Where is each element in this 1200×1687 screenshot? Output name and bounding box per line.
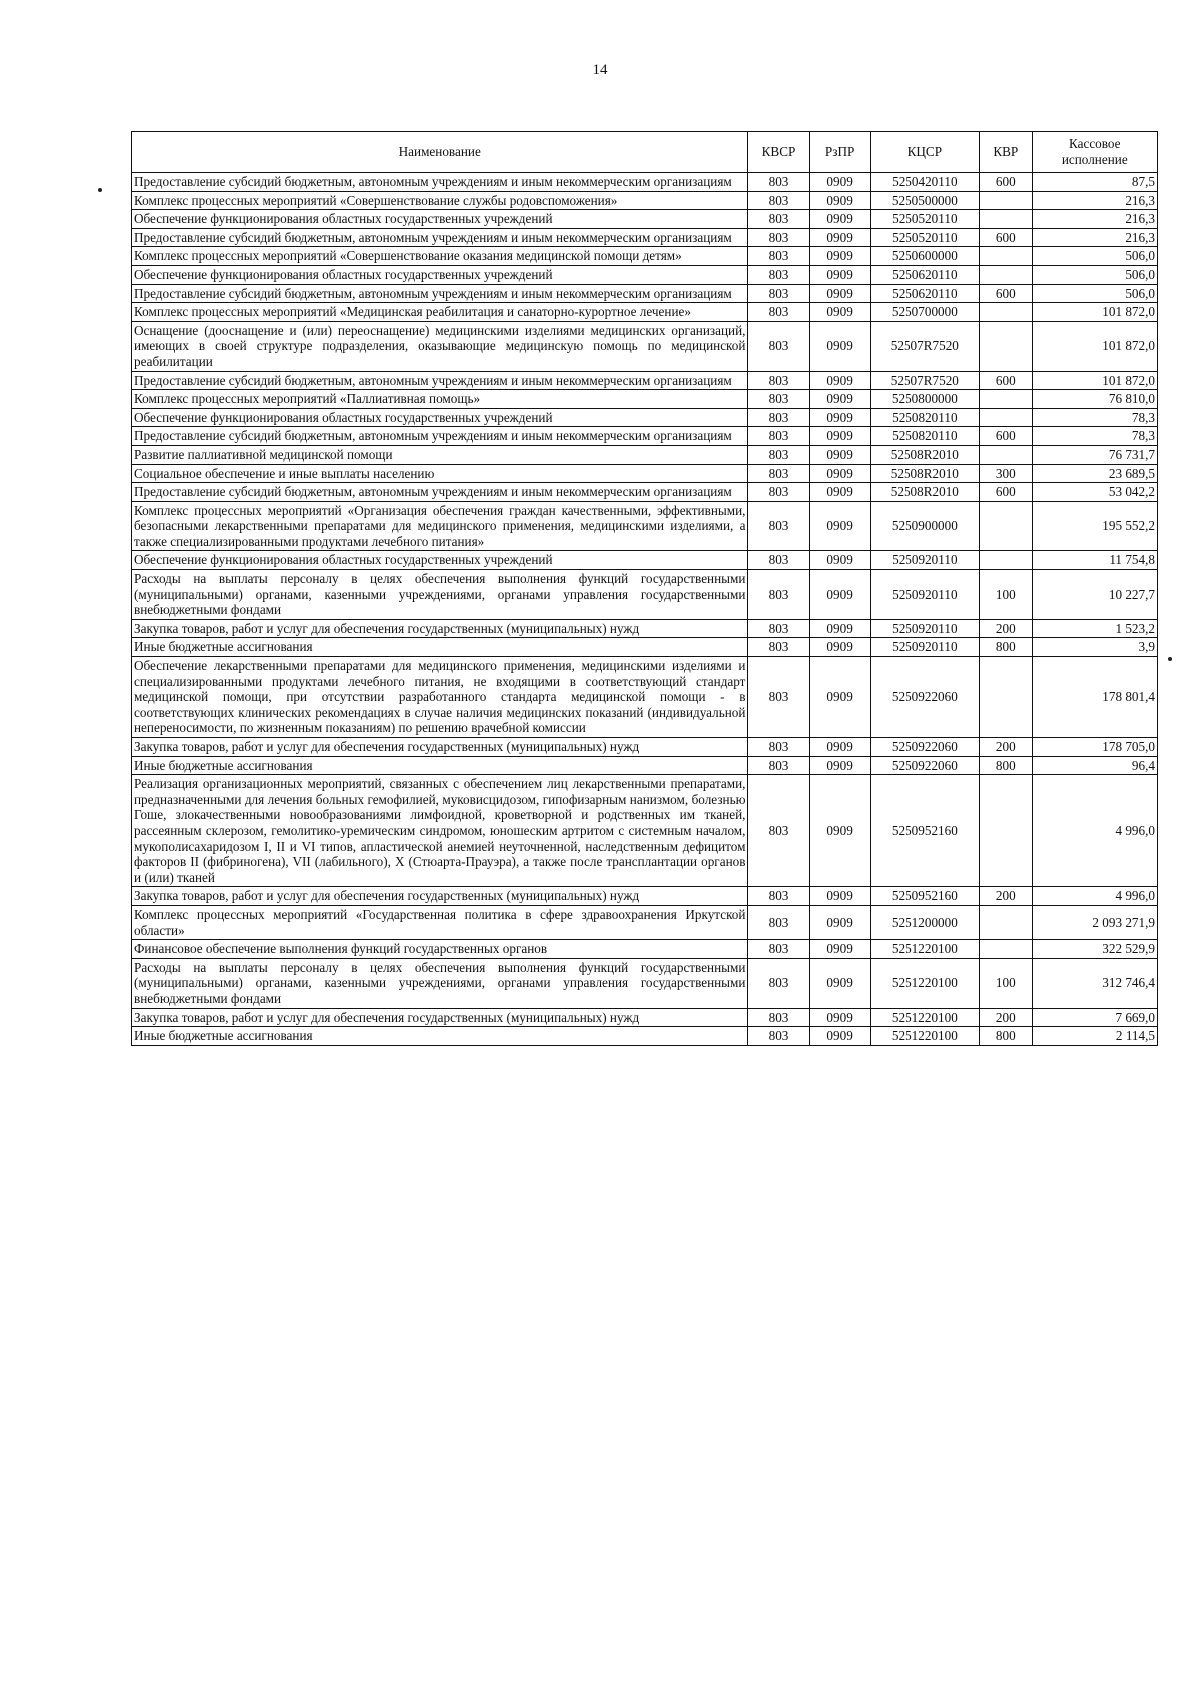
table-row [132, 738, 1158, 757]
cell-name: Финансовое обеспечение выполнения функций государственных органов [132, 940, 748, 959]
cell-kvsr: 803 [748, 619, 809, 638]
cell-amount: 506,0 [1032, 247, 1157, 266]
cell-kvr: 600 [980, 427, 1033, 446]
col-header-kvsr: КВСР [748, 132, 809, 173]
cell-rzpr: 0909 [809, 321, 870, 371]
cell-kvr: 600 [980, 483, 1033, 502]
cell-kcsr: 5250520110 [870, 210, 979, 229]
cell-rzpr: 0909 [809, 1027, 870, 1046]
cell-kvsr: 803 [748, 247, 809, 266]
cell-kcsr: 5250952160 [870, 887, 979, 906]
cell-amount: 216,3 [1032, 228, 1157, 247]
cell-amount: 23 689,5 [1032, 464, 1157, 483]
cell-kvsr: 803 [748, 321, 809, 371]
cell-kvsr: 803 [748, 887, 809, 906]
margin-dot-right [1168, 657, 1172, 661]
cell-kcsr: 5250820110 [870, 408, 979, 427]
cell-kvr: 300 [980, 464, 1033, 483]
cell-kcsr: 5250952160 [870, 775, 979, 887]
cell-kvsr: 803 [748, 483, 809, 502]
cell-amount: 322 529,9 [1032, 940, 1157, 959]
cell-rzpr: 0909 [809, 958, 870, 1008]
col-header-kvr: КВР [980, 132, 1033, 173]
cell-kvsr: 803 [748, 940, 809, 959]
cell-rzpr: 0909 [809, 427, 870, 446]
cell-name: Расходы на выплаты персоналу в целях обеспечения выполнения функций государственными (муниципальными) органами, казенными учреждениями, органами управления государственными внебюджетными фондами [132, 570, 748, 620]
table-row [132, 247, 1158, 266]
cell-name: Комплекс процессных мероприятий «Государственная политика в сфере здравоохранения Иркутской области» [132, 905, 748, 939]
cell-name: Иные бюджетные ассигнования [132, 638, 748, 657]
table-row [132, 445, 1158, 464]
cell-amount: 76 810,0 [1032, 390, 1157, 409]
table-row [132, 191, 1158, 210]
cell-kvr: 200 [980, 738, 1033, 757]
cell-amount: 78,3 [1032, 408, 1157, 427]
cell-name: Обеспечение функционирования областных государственных учреждений [132, 265, 748, 284]
cell-amount: 101 872,0 [1032, 321, 1157, 371]
cell-kvsr: 803 [748, 371, 809, 390]
table-row [132, 775, 1158, 887]
cell-amount: 1 523,2 [1032, 619, 1157, 638]
table-row [132, 619, 1158, 638]
cell-rzpr: 0909 [809, 228, 870, 247]
cell-kcsr: 5251220100 [870, 958, 979, 1008]
cell-name: Предоставление субсидий бюджетным, автономным учреждениям и иным некоммерческим организациям [132, 284, 748, 303]
cell-rzpr: 0909 [809, 619, 870, 638]
cell-kcsr: 52508R2010 [870, 445, 979, 464]
cell-rzpr: 0909 [809, 738, 870, 757]
cell-kvsr: 803 [748, 958, 809, 1008]
cell-kcsr: 5250600000 [870, 247, 979, 266]
cell-kvr [980, 905, 1033, 939]
cell-kcsr: 5250922060 [870, 756, 979, 775]
cell-kvsr: 803 [748, 1008, 809, 1027]
table-row [132, 887, 1158, 906]
cell-amount: 178 801,4 [1032, 657, 1157, 738]
cell-kvsr: 803 [748, 1027, 809, 1046]
cell-kvr: 600 [980, 228, 1033, 247]
cell-rzpr: 0909 [809, 638, 870, 657]
cell-kvr: 200 [980, 1008, 1033, 1027]
cell-kcsr: 5250920110 [870, 551, 979, 570]
cell-rzpr: 0909 [809, 551, 870, 570]
cell-name: Комплекс процессных мероприятий «Совершенствование службы родовспоможения» [132, 191, 748, 210]
cell-kvsr: 803 [748, 303, 809, 322]
cell-name: Социальное обеспечение и иные выплаты населению [132, 464, 748, 483]
cell-kcsr: 5250700000 [870, 303, 979, 322]
cell-rzpr: 0909 [809, 303, 870, 322]
cell-kcsr: 5250920110 [870, 570, 979, 620]
table-row [132, 228, 1158, 247]
cell-rzpr: 0909 [809, 408, 870, 427]
cell-name: Предоставление субсидий бюджетным, автономным учреждениям и иным некоммерческим организациям [132, 228, 748, 247]
table-row [132, 321, 1158, 371]
cell-amount: 312 746,4 [1032, 958, 1157, 1008]
cell-kvsr: 803 [748, 427, 809, 446]
col-header-kcsr: КЦСР [870, 132, 979, 173]
table-body [132, 173, 1158, 1046]
table-row [132, 657, 1158, 738]
cell-rzpr: 0909 [809, 501, 870, 551]
cell-rzpr: 0909 [809, 940, 870, 959]
cell-kvr [980, 191, 1033, 210]
cell-kvr [980, 940, 1033, 959]
cell-kvr: 600 [980, 173, 1033, 192]
cell-name: Обеспечение лекарственными препаратами для медицинского применения, медицинскими изделиями и специализированными продуктами лечебного питания, не входящими в соответствующий стандарт медицинской помощи, при отсутствии разработанного стандарта медицинской помощи - в соответствующих клинических рекомендациях в случае наличия медицинских показаний (индивидуальной непереносимости, по жизненным показаниям) по решению врачебной комиссии [132, 657, 748, 738]
cell-kvr [980, 265, 1033, 284]
cell-rzpr: 0909 [809, 570, 870, 620]
cell-name: Расходы на выплаты персоналу в целях обеспечения выполнения функций государственными (муниципальными) органами, казенными учреждениями, органами управления государственными внебюджетными фондами [132, 958, 748, 1008]
cell-amount: 96,4 [1032, 756, 1157, 775]
cell-rzpr: 0909 [809, 1008, 870, 1027]
col-header-amount: Кассовое исполнение [1032, 132, 1157, 173]
cell-rzpr: 0909 [809, 390, 870, 409]
table-row [132, 501, 1158, 551]
cell-rzpr: 0909 [809, 657, 870, 738]
cell-amount: 216,3 [1032, 210, 1157, 229]
table-row [132, 940, 1158, 959]
cell-amount: 101 872,0 [1032, 371, 1157, 390]
cell-name: Закупка товаров, работ и услуг для обеспечения государственных (муниципальных) нужд [132, 738, 748, 757]
cell-amount: 2 093 271,9 [1032, 905, 1157, 939]
cell-kvsr: 803 [748, 265, 809, 284]
cell-amount: 216,3 [1032, 191, 1157, 210]
cell-kvsr: 803 [748, 638, 809, 657]
cell-kvr: 800 [980, 1027, 1033, 1046]
cell-kvr: 600 [980, 371, 1033, 390]
cell-rzpr: 0909 [809, 371, 870, 390]
cell-amount: 3,9 [1032, 638, 1157, 657]
budget-table [131, 131, 1158, 1046]
table-row [132, 371, 1158, 390]
cell-name: Обеспечение функционирования областных государственных учреждений [132, 408, 748, 427]
cell-kcsr: 5250620110 [870, 284, 979, 303]
cell-kvsr: 803 [748, 775, 809, 887]
cell-kcsr: 5250500000 [870, 191, 979, 210]
cell-name: Комплекс процессных мероприятий «Медицинская реабилитация и санаторно-курортное лечение» [132, 303, 748, 322]
cell-name: Обеспечение функционирования областных государственных учреждений [132, 210, 748, 229]
cell-kvsr: 803 [748, 173, 809, 192]
cell-kvr: 600 [980, 284, 1033, 303]
table-row [132, 1027, 1158, 1046]
cell-kvr: 800 [980, 756, 1033, 775]
table-row [132, 173, 1158, 192]
cell-kvr: 100 [980, 958, 1033, 1008]
cell-rzpr: 0909 [809, 905, 870, 939]
table-row [132, 464, 1158, 483]
page-number: 14 [592, 62, 608, 78]
col-header-name: Наименование [132, 132, 748, 173]
cell-kvsr: 803 [748, 756, 809, 775]
cell-kcsr: 5250620110 [870, 265, 979, 284]
cell-rzpr: 0909 [809, 191, 870, 210]
cell-kcsr: 52508R2010 [870, 483, 979, 502]
cell-name: Комплекс процессных мероприятий «Организация обеспечения граждан качественными, эффективными, безопасными лекарственными препаратами для медицинского применения, медицинскими изделиями, а также специализированными продуктами лечебного питания» [132, 501, 748, 551]
cell-kvsr: 803 [748, 284, 809, 303]
table-row [132, 958, 1158, 1008]
cell-amount: 10 227,7 [1032, 570, 1157, 620]
cell-name: Предоставление субсидий бюджетным, автономным учреждениям и иным некоммерческим организациям [132, 483, 748, 502]
cell-amount: 11 754,8 [1032, 551, 1157, 570]
cell-kcsr: 52508R2010 [870, 464, 979, 483]
cell-kvr [980, 321, 1033, 371]
cell-rzpr: 0909 [809, 756, 870, 775]
cell-kvr [980, 210, 1033, 229]
cell-amount: 178 705,0 [1032, 738, 1157, 757]
cell-kvsr: 803 [748, 738, 809, 757]
cell-kvr [980, 390, 1033, 409]
cell-rzpr: 0909 [809, 887, 870, 906]
cell-rzpr: 0909 [809, 210, 870, 229]
cell-kvsr: 803 [748, 905, 809, 939]
cell-kcsr: 5250920110 [870, 619, 979, 638]
cell-kvsr: 803 [748, 191, 809, 210]
table-row [132, 905, 1158, 939]
cell-kvsr: 803 [748, 228, 809, 247]
cell-rzpr: 0909 [809, 483, 870, 502]
cell-amount: 101 872,0 [1032, 303, 1157, 322]
cell-amount: 4 996,0 [1032, 887, 1157, 906]
cell-rzpr: 0909 [809, 173, 870, 192]
cell-kvr [980, 247, 1033, 266]
table-row [132, 408, 1158, 427]
cell-kvr: 200 [980, 619, 1033, 638]
cell-kvsr: 803 [748, 657, 809, 738]
cell-kcsr: 5250820110 [870, 427, 979, 446]
cell-kvsr: 803 [748, 551, 809, 570]
cell-kvr [980, 445, 1033, 464]
cell-name: Закупка товаров, работ и услуг для обеспечения государственных (муниципальных) нужд [132, 1008, 748, 1027]
cell-rzpr: 0909 [809, 265, 870, 284]
cell-kcsr: 5250922060 [870, 738, 979, 757]
table-row [132, 303, 1158, 322]
cell-amount: 7 669,0 [1032, 1008, 1157, 1027]
cell-kvr [980, 775, 1033, 887]
cell-kcsr: 5251200000 [870, 905, 979, 939]
cell-rzpr: 0909 [809, 775, 870, 887]
cell-kvsr: 803 [748, 445, 809, 464]
cell-name: Предоставление субсидий бюджетным, автономным учреждениям и иным некоммерческим организациям [132, 371, 748, 390]
cell-kvsr: 803 [748, 570, 809, 620]
cell-name: Предоставление субсидий бюджетным, автономным учреждениям и иным некоммерческим организациям [132, 427, 748, 446]
cell-kvr: 800 [980, 638, 1033, 657]
cell-name: Развитие паллиативной медицинской помощи [132, 445, 748, 464]
cell-amount: 4 996,0 [1032, 775, 1157, 887]
cell-kcsr: 5251220100 [870, 940, 979, 959]
margin-dot-left [98, 188, 102, 192]
cell-kvsr: 803 [748, 464, 809, 483]
col-header-rzpr: РзПР [809, 132, 870, 173]
cell-kvr [980, 657, 1033, 738]
cell-name: Предоставление субсидий бюджетным, автономным учреждениям и иным некоммерческим организациям [132, 173, 748, 192]
cell-kcsr: 52507R7520 [870, 321, 979, 371]
cell-amount: 2 114,5 [1032, 1027, 1157, 1046]
table-row [132, 483, 1158, 502]
table-row [132, 1008, 1158, 1027]
cell-kcsr: 5250800000 [870, 390, 979, 409]
table-row [132, 638, 1158, 657]
cell-amount: 87,5 [1032, 173, 1157, 192]
cell-amount: 506,0 [1032, 265, 1157, 284]
table-row [132, 390, 1158, 409]
cell-kvr: 200 [980, 887, 1033, 906]
table-row [132, 265, 1158, 284]
cell-name: Комплекс процессных мероприятий «Паллиативная помощь» [132, 390, 748, 409]
cell-kvsr: 803 [748, 390, 809, 409]
cell-kvr [980, 551, 1033, 570]
table-row [132, 427, 1158, 446]
cell-kvsr: 803 [748, 501, 809, 551]
table-row [132, 284, 1158, 303]
cell-name: Закупка товаров, работ и услуг для обеспечения государственных (муниципальных) нужд [132, 887, 748, 906]
cell-kvsr: 803 [748, 408, 809, 427]
cell-kcsr: 5251220100 [870, 1027, 979, 1046]
cell-kcsr: 5250520110 [870, 228, 979, 247]
cell-kcsr: 5251220100 [870, 1008, 979, 1027]
cell-name: Иные бюджетные ассигнования [132, 756, 748, 775]
cell-kcsr: 52507R7520 [870, 371, 979, 390]
cell-kcsr: 5250900000 [870, 501, 979, 551]
cell-kvsr: 803 [748, 210, 809, 229]
cell-name: Оснащение (дооснащение и (или) переоснащение) медицинскими изделиями медицинских организаций, имеющих в своей структуре подразделения, оказывающие медицинскую помощь по медицинской реабилитации [132, 321, 748, 371]
cell-rzpr: 0909 [809, 247, 870, 266]
cell-rzpr: 0909 [809, 445, 870, 464]
cell-name: Иные бюджетные ассигнования [132, 1027, 748, 1046]
cell-kvr: 100 [980, 570, 1033, 620]
table-header-row [132, 132, 1158, 173]
table-row [132, 551, 1158, 570]
cell-amount: 506,0 [1032, 284, 1157, 303]
cell-rzpr: 0909 [809, 284, 870, 303]
cell-kcsr: 5250922060 [870, 657, 979, 738]
cell-name: Комплекс процессных мероприятий «Совершенствование оказания медицинской помощи детям» [132, 247, 748, 266]
cell-amount: 195 552,2 [1032, 501, 1157, 551]
cell-amount: 78,3 [1032, 427, 1157, 446]
cell-name: Закупка товаров, работ и услуг для обеспечения государственных (муниципальных) нужд [132, 619, 748, 638]
cell-name: Реализация организационных мероприятий, связанных с обеспечением лиц лекарственными препаратами, предназначенными для лечения больных гемофилией, муковисцидозом, гипофизарным нанизмом, болезнью Гоше, злокачественными новообразованиями лимфоидной, кроветворной и родственных им тканей, рассеянным склерозом, гемолитико-уремическим синдромом, юношеским артритом с системным началом, мукополисахаридозом I, II и VI типов, апластической анемией неуточненной, наследственным дефицитом факторов II (фибриногена), VII (лабильного), X (Стюарта-Прауэра), а также после трансплантации органов и (или) тканей [132, 775, 748, 887]
cell-rzpr: 0909 [809, 464, 870, 483]
cell-name: Обеспечение функционирования областных государственных учреждений [132, 551, 748, 570]
cell-kvr [980, 501, 1033, 551]
table-row [132, 756, 1158, 775]
cell-kcsr: 5250920110 [870, 638, 979, 657]
cell-kvr [980, 408, 1033, 427]
table-row [132, 570, 1158, 620]
cell-amount: 53 042,2 [1032, 483, 1157, 502]
table-row [132, 210, 1158, 229]
cell-kvr [980, 303, 1033, 322]
cell-kcsr: 5250420110 [870, 173, 979, 192]
cell-amount: 76 731,7 [1032, 445, 1157, 464]
